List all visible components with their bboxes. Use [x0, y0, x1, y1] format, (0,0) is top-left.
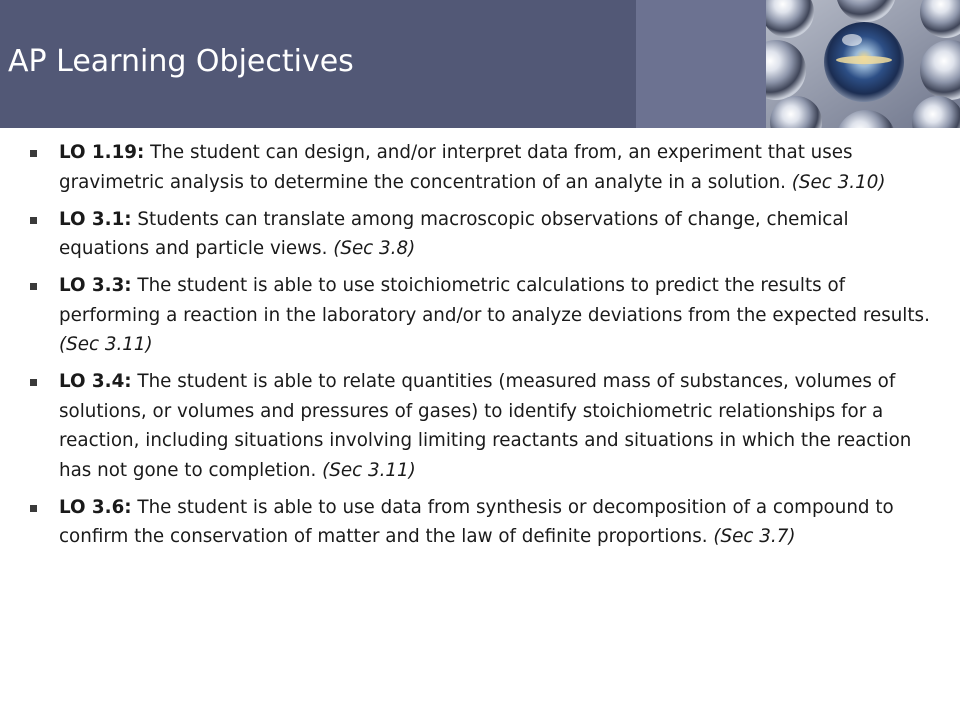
objective-text: Students can translate among macroscopic observations of change, chemical equations and particle views. [59, 208, 849, 259]
header-accent-panel [636, 0, 766, 128]
objective-text: The student can design, and/or interpret data from, an experiment that uses gravimetric analysis to determine the concentration of an analyte in a solution. [59, 142, 853, 193]
objective-text: The student is able to use stoichiometric calculations to predict the results of performing a reaction in the laboratory and/or to analyze deviations from the expected results. [59, 275, 930, 326]
objective-text: The student is able to relate quantities (measured mass of substances, volumes of solutions, or volumes and pressures of gases) to identify stoichiometric relationships for a reaction, including situations involving limiting reactants and situations in which the reaction has not gone to completion. [59, 371, 912, 481]
square-bullet-icon [30, 150, 37, 157]
objective-section: (Sec 3.11) [322, 459, 416, 481]
square-bullet-icon [30, 283, 37, 290]
list-item [0, 493, 960, 552]
objective-label: LO 1.19: [59, 142, 145, 163]
objective-section: (Sec 3.10) [791, 171, 886, 193]
objectives-list [0, 138, 960, 559]
objective-label: LO 3.4: [59, 371, 132, 392]
objective-label: LO 3.1: [59, 208, 132, 230]
square-bullet-icon [30, 505, 37, 512]
slide-header [0, 0, 960, 128]
list-item [0, 138, 960, 197]
square-bullet-icon [30, 217, 37, 224]
objective-label: LO 3.3: [59, 275, 132, 296]
objective-section: (Sec 3.11) [59, 334, 153, 355]
glass-spheres-grid-icon [766, 0, 960, 128]
list-item [0, 367, 960, 485]
objective-label: LO 3.6: [59, 496, 132, 518]
objective-text: The student is able to use data from synthesis or decomposition of a compound to confirm the conservation of matter and the law of definite proportions. [59, 496, 894, 547]
list-item [0, 271, 960, 360]
slide-title: AP Learning Objectives [8, 44, 354, 79]
objective-section: (Sec 3.7) [713, 526, 796, 547]
square-bullet-icon [30, 379, 37, 386]
objective-section: (Sec 3.8) [333, 238, 416, 259]
list-item [0, 205, 960, 264]
